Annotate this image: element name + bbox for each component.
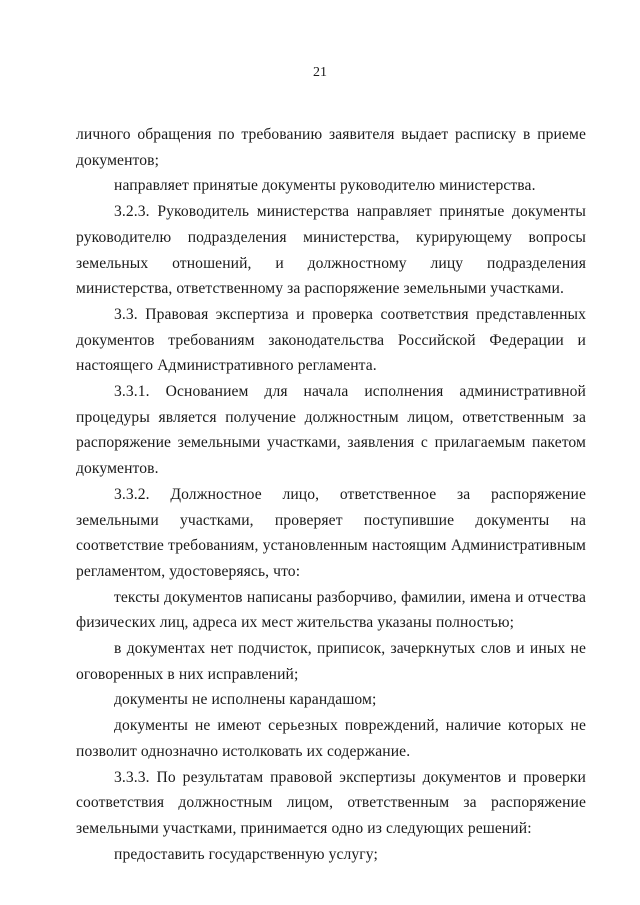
list-item: в документах нет подчисток, приписок, зачеркнутых слов и иных не оговоренных в них исправлений; <box>76 640 586 683</box>
list-item: предоставить государственную услугу; <box>114 845 378 863</box>
paragraph-3-3-2: 3.3.2. Должностное лицо, ответственное за распоряжение земельными участками, проверяет поступившие документы на соответствие требованиям, установленным настоящим Административным регламентом, удостоверяясь, что: <box>76 485 586 580</box>
list-item: документы не имеют серьезных повреждений, наличие которых не позволит однозначно истолковать их содержание. <box>76 717 586 760</box>
list-item: документы не исполнены карандашом; <box>114 691 377 709</box>
document-body <box>76 122 586 867</box>
paragraph-3-2-3: 3.2.3. Руководитель министерства направляет принятые документы руководителю подразделения министерства, курирующему вопросы земельных отношений, и должностному лицу подразделения министерства, ответственному за распоряжение земельными участками. <box>76 203 586 298</box>
page-number: 21 <box>313 65 327 80</box>
paragraph: направляет принятые документы руководителю министерства. <box>114 177 536 195</box>
paragraph-3-3: 3.3. Правовая экспертиза и проверка соответствия представленных документов требованиям законодательства Российской Федерации и настоящего Административного регламента. <box>76 305 586 375</box>
paragraph-continuation: личного обращения по требованию заявителя выдает расписку в приеме документов; <box>76 126 586 169</box>
paragraph-3-3-1: 3.3.1. Основанием для начала исполнения административной процедуры является получение должностным лицом, ответственным за распоряжение земельными участками, заявления с прилагаемым пакетом документов. <box>76 383 586 478</box>
paragraph-3-3-3: 3.3.3. По результатам правовой экспертизы документов и проверки соответствия должностным лицом, ответственным за распоряжение земельными участками, принимается одно из следующих решений: <box>76 768 586 837</box>
list-item: тексты документов написаны разборчиво, фамилии, имена и отчества физических лиц, адреса их мест жительства указаны полностью; <box>76 588 586 632</box>
